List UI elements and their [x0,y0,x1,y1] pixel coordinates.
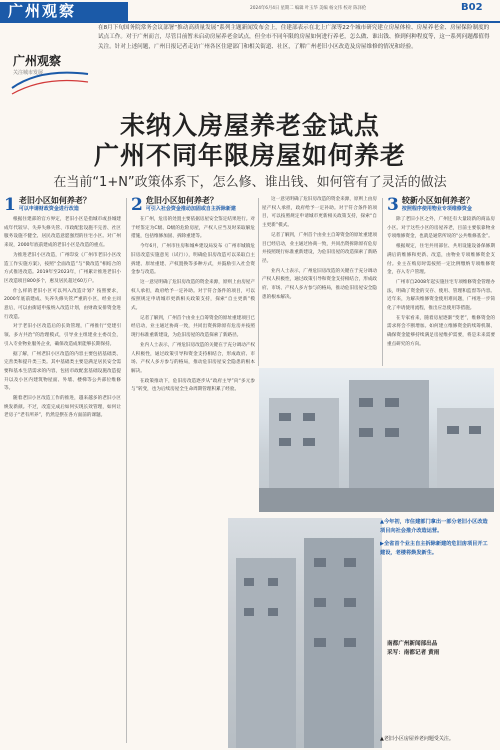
paragraph: 这一意见明确了危旧房改造的资金来源，原则上由房屋产权人承担，政府给予一定补助。对于符合条件的项目，可以按照规定申请城市更新相关政策支持，探索“自主更新”模式。 [131,279,255,312]
byline-reporter: 采写：南都记者 黄雨 [387,650,440,656]
paragraph: 记者了解到，广州首个由业主自筹资金的原址重建项目已经启动，业主通过协商一致，共同出资拆除原有危房并按照现行标准重新建设，为危旧房屋的改造探索了新路径。 [262,232,377,264]
section-question: 老旧小区如何养老？ [18,196,91,205]
renovation-photo [259,368,494,512]
paragraph: 什么样的老旧小区可以列入改造计划？按照要求，2000年底前建成、失养失修失管严重的小区，经业主同意后，可以由街道申报纳入改造计划，由财政安排资金进行改造。 [4,288,121,320]
section-answer: 可以申请财政资金进行改造 [18,206,79,212]
paragraph: 业内人士表示，广州危旧房改造的关键在于充分调动产权人积极性，通过政策引导和资金支持相结合，形成政府、市场、产权人多方参与的格局，推动危旧房屋安全隐患的根本解决。 [262,268,377,300]
paragraph: 随着老旧小区改造工作的推进，越来越多的老旧小区焕发新颜。不过，改造完成后如何实现长效管理，如何让老房子“老有所养”，仍然是摆在各方面前的课题。 [4,396,121,419]
logo-text: 广州观察 [13,54,62,68]
section-header [387,196,495,214]
byline [387,640,495,658]
intro-paragraph: 在8月下旬国务院常务会议部署“推动高质量发展”系列主题新闻发布会上，住建部表示在北上广深等22个城市研究建立房屋体检、房屋养老金、房屋保险制度的试点工作。对于广州而言，尽管目前暂未启动房屋养老金试点，但全市不同年限的房屋如何进行养老，怎么做、谁出钱、修到何种程度等，这一系列问题都值得关注。针对上述问题，广州日报记者走访广州各区住建部门和相关街道、社区，了解广州老旧小区改造及房屋维修的情况和经验。 [98,25,490,50]
paragraph: 记者了解到，广州首个由业主自筹资金的原址重建项目已经启动，业主通过协商一致，共同出资拆除原有危房并按照现行标准重新建设，为危旧房屋的改造探索了新路径。 [131,315,255,339]
section-answer: 可引入社会资金推动加固或自主拆除新建 [145,206,236,212]
headline-line1: 未纳入房屋养老金试点 [119,111,380,140]
masthead [0,0,500,22]
paragraph: 根据规定，住宅共用部位、共用设施设备保修期满后的维修和更新、改造，由物业专项维修资金支付。业主在购房时需按照一定比例缴纳专项维修资金，存入专户管理。 [387,244,495,276]
section-number: 1 [4,195,16,215]
section-number: 2 [131,195,143,215]
photo-note: ▲今年初，市住建部门拿出一部分老旧小区改造项目向社会推介改造运营。 [380,519,488,534]
column-divider [382,198,383,366]
paragraph: 在广州，危房的处置主要依据房屋安全鉴定结果进行。对于经鉴定为C级、D级的危险房屋，产权人应当及时采取解危措施，包括维修加固、拆除重建等。 [131,217,255,240]
section-title: 广州观察 [8,2,77,20]
photo-caption: ▲老旧小区房屋养老问题受关注。 [380,736,454,742]
logo-subtext: 关注城市发展 [13,70,44,76]
paragraph: 在专家看来，随着房屋逐渐“变老”，维修资金的需求将会不断增加。如何建立维修资金的续筹机制、确保资金能够持续满足房屋维护需要，将是未来需要重点研究的方向。 [387,315,495,347]
paragraph: 根据住建部的官方界定，老旧小区是指城市或县城建成年代较早、失养失修失管、市政配套设施不完善、社区服务设施不健全、居民改造意愿强烈的住宅小区。对广州来说，2000年底前建成的老旧小区是改造的重点。 [4,217,121,249]
paragraph: 据了解，广州老旧小区改造的内容主要包括基础类、完善类和提升类三类。其中基础类主要是满足居民安全需要和基本生活需求的内容，包括市政配套基础设施改造提升以及小区内建筑物屋面、外墙、楼梯等公共部位维修等。 [4,351,121,392]
section-header [4,196,121,214]
subheadline: 在当前“1+N”政策体系下，怎么修、谁出钱、如何管有了灵活的做法 [53,175,447,190]
column-divider [258,198,259,366]
paragraph: 在政策推动下，危旧房改造逐步从“政府主导”向“多元参与”转变，也为后续房屋全生命周期管理积累了经验。 [131,378,255,393]
apartment-photo [228,518,382,748]
article-section-3-left [262,196,377,364]
headline-line2: 广州不同年限房屋如何养老 [93,141,406,170]
section-question: 较新小区如何养老？ [401,196,474,205]
paragraph: 今年6月，广州市住房和城乡建设局发布《广州市城镇危旧房改造实施意见（试行）》，明确危旧房改造可以采取自主拆建、原址重建、产权置换等多种方式，并鼓励引入社会资金参与改造。 [131,244,255,276]
section-answer: 按照程序使用物业专项维修资金 [401,206,472,212]
byline-producer: 南都广州新闻部出品 [387,641,438,647]
article-section-1 [4,196,121,422]
page-number: B02 [461,2,483,13]
paragraph: 业内人士表示，广州危旧房改造的关键在于充分调动产权人积极性，通过政策引导和资金支持相结合，形成政府、市场、产权人多方参与的格局，推动危旧房屋安全隐患的根本解决。 [131,342,255,374]
section-header [131,196,255,214]
paragraph: 为推进老旧小区改造，广州印发《广州市老旧小区改造工作实施方案》，按照“全面改造”与“微改造”相结合的方式推进改造。2019年至2023年，广州累计推进老旧小区改造项目800多个，惠及居民超过60万户。 [4,252,121,284]
masthead-rule [0,21,500,23]
paragraph: 对于老旧小区改造后的长效管理，广州推行“党建引领、多方共治”的治理模式，引导业主组建业主委员会，引入专业物业服务企业，确保改造成果能够长期保持。 [4,324,121,347]
section-number: 3 [387,195,399,215]
column-divider [126,198,127,743]
photo-note: ▶全省首个业主自主拆除新建的危旧房项目开工建设，老楼将焕发新生。 [380,541,488,556]
paragraph: 广州市自2008年起实施住宅专项维修资金管理办法，明确了资金的交存、使用、管理和监督等内容。近年来，为解决维修资金使用难问题，广州进一步简化了申请使用流程，推出应急使用等措施。 [387,279,495,312]
issue-info: 2024年6月4日 星期二 编辑 叶玉华 美编 杨文伟 校对 陈泽伦 [250,6,367,11]
article-section-2 [131,196,255,396]
article-section-3 [387,196,495,351]
paragraph: 除了老旧小区之外，广州还有大量较新的商品房小区。对于这些小区的房屋养老，目前主要依靠物业专项维修资金，也就是通常所说的“公共维修基金”。 [387,217,495,240]
paragraph: 这一意见明确了危旧房改造的资金来源，原则上由房屋产权人承担，政府给予一定补助。对于符合条件的项目，可以按照规定申请城市更新相关政策支持，探索“自主更新”模式。 [262,197,377,229]
photo-notes [380,518,492,618]
column-logo [10,48,90,100]
section-question: 危旧小区如何养老？ [145,196,218,205]
